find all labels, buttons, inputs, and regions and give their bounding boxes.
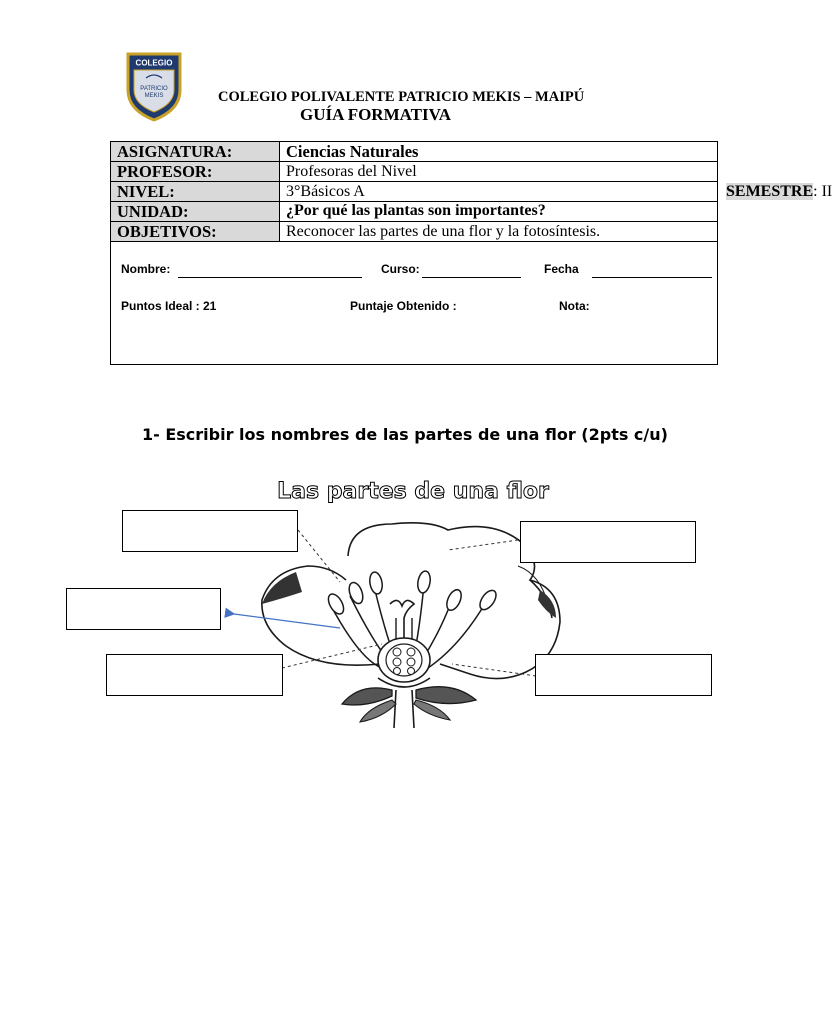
- guide-title: GUÍA FORMATIVA: [300, 105, 451, 124]
- objetivos-label: OBJETIVOS:: [111, 222, 280, 242]
- answer-box-1[interactable]: [122, 510, 298, 552]
- answer-box-2[interactable]: [520, 521, 696, 563]
- curso-label: Curso:: [381, 262, 420, 276]
- asignatura-label: ASIGNATURA:: [111, 142, 280, 162]
- answer-box-5[interactable]: [535, 654, 712, 696]
- asignatura-value: Ciencias Naturales: [280, 142, 718, 162]
- puntos-ideal: Puntos Ideal : 21: [121, 299, 217, 313]
- answer-box-4[interactable]: [106, 654, 283, 696]
- unidad-value: ¿Por qué las plantas son importantes?: [280, 202, 718, 222]
- nivel-value: 3°Básicos A: [286, 182, 365, 200]
- semestre-value: : II: [813, 182, 832, 200]
- svg-text:MEKIS: MEKIS: [144, 93, 164, 99]
- fecha-label: Fecha: [544, 262, 579, 276]
- nota-label: Nota:: [559, 299, 590, 313]
- puntaje-obtenido-label: Puntaje Obtenido :: [350, 299, 457, 313]
- unidad-label: UNIDAD:: [111, 202, 280, 222]
- semestre-label: SEMESTRE: [726, 182, 814, 200]
- profesor-label: PROFESOR:: [111, 162, 280, 182]
- objetivos-value: Reconocer las partes de una flor y la fotosíntesis.: [280, 222, 718, 242]
- profesor-value: Profesoras del Nivel: [280, 162, 718, 182]
- svg-text:PATRICIO: PATRICIO: [140, 86, 168, 92]
- diagram-title: Las partes de una flor: [277, 479, 549, 504]
- question-1: 1- Escribir los nombres de las partes de una flor (2pts c/u): [142, 425, 668, 444]
- answer-box-3[interactable]: [66, 588, 221, 630]
- school-name: COLEGIO POLIVALENTE PATRICIO MEKIS – MAIPÚ: [218, 89, 585, 105]
- nombre-label: Nombre:: [121, 262, 171, 276]
- nivel-label: NIVEL:: [111, 182, 280, 202]
- svg-text:COLEGIO: COLEGIO: [135, 58, 173, 68]
